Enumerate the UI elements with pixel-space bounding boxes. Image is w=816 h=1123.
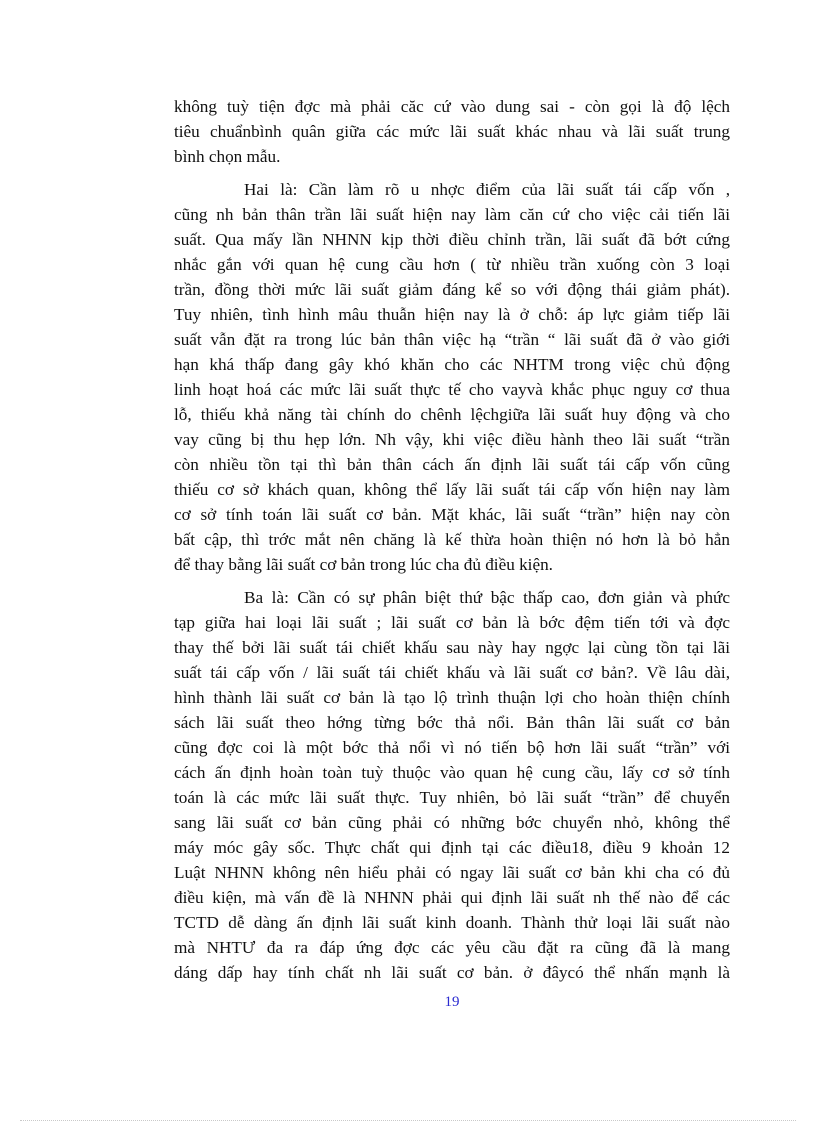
page-number: 19 (444, 994, 460, 1010)
body-text-line: không tuỳ tiện đợc mà phải căc cứ vào dung sai - còn gọi là độ lệch (174, 97, 730, 116)
body-text-line: linh hoạt hoá các mức lãi suất thực tế cho vayvà khắc phục nguy cơ thua (174, 380, 730, 399)
body-text-line: Hai là: Cần làm rõ u nhợc điểm của lãi suất tái cấp vốn , (244, 180, 730, 199)
body-text-line: Tuy nhiên, tình hình mâu thuẫn hiện nay là ở chỗ: áp lực giảm tiếp lãi (174, 305, 730, 324)
body-text-line: tiêu chuẩnbình quân giữa các mức lãi suất khác nhau và lãi suất trung (174, 122, 730, 141)
body-text-line: dáng dấp hay tính chất nh lãi suất cơ bản. ở đâycó thể nhấn mạnh là (174, 963, 730, 982)
body-text-line: cách ấn định hoàn toàn tuỳ thuộc vào quan hệ cung cầu, lấy cơ sở tính (174, 763, 730, 782)
body-text-line: còn nhiều tồn tại thì bản thân cách ấn định lãi suất tái cấp vốn cũng (174, 455, 730, 474)
body-text-line: suất vẫn đặt ra trong lúc bản thân việc hạ “trần “ lãi suất đã ở vào giới (174, 330, 730, 349)
body-text-line: Luật NHNN không nên hiểu phải có ngay lãi suất cơ bản khi cha có đủ (174, 863, 730, 882)
body-text-line: mà NHTƯ đa ra đáp ứng đợc các yêu cầu đặt ra cũng đã là mang (174, 938, 730, 957)
body-text-line: trần, đồng thời mức lãi suất giảm đáng kể so với động thái giảm phát). (174, 280, 730, 299)
body-text-line: thay thế bởi lãi suất tái chiết khấu sau này hay ngợc lại cùng tồn tại lãi (174, 638, 730, 657)
body-text-line: sang lãi suất cơ bản cũng phải có những bớc chuyển nhỏ, không thể (174, 813, 730, 832)
body-text-line: nhắc gắn với quan hệ cung cầu hơn ( từ nhiều trần xuống còn 3 loại (174, 255, 730, 274)
body-text-line: suất. Qua mấy lần NHNN kịp thời điều chỉnh trần, lãi suất đã bớt cứng (174, 230, 730, 249)
body-text-line: thiếu cơ sở khách quan, không thể lấy lãi suất tái cấp vốn hiện nay làm (174, 480, 730, 499)
body-text-line: TCTD dễ dàng ấn định lãi suất kinh doanh. Thành thử loại lãi suất nào (174, 913, 730, 932)
body-text-line: tạp giữa hai loại lãi suất ; lãi suất cơ bản là bớc đệm tiến tới và đợc (174, 613, 730, 632)
body-text-line: bình chọn mẫu. (174, 147, 281, 166)
body-text-line: suất tái cấp vốn / lãi suất tái chiết khấu và lãi suất cơ bản?. Về lâu dài, (174, 663, 730, 682)
body-text-line: lỗ, thiếu khả năng tài chính do chênh lệchgiữa lãi suất huy động và cho (174, 405, 730, 424)
body-text-line: hình thành lãi suất cơ bản là tạo lộ trình thuận lợi cho hoàn thiện chính (174, 688, 730, 707)
body-text-line: sách lãi suất theo hớng từng bớc thả nổi. Bản thân lãi suất cơ bản (174, 713, 730, 732)
body-text-line: để thay bằng lãi suất cơ bản trong lúc cha đủ điều kiện. (174, 555, 553, 574)
body-text-line: cũng đợc coi là một bớc thả nổi vì nó tiến bộ hơn lãi suất “trần” với (174, 738, 730, 757)
body-text-line: máy móc gây sốc. Thực chất qui định tại các điều18, điều 9 khoản 12 (174, 838, 730, 857)
body-text-line: cũng nh bản thân trần lãi suất hiện nay làm căn cứ cho việc cải tiến lãi (174, 205, 730, 224)
body-text-line: Ba là: Cần có sự phân biệt thứ bậc thấp cao, đơn giản và phức (244, 588, 730, 607)
body-text-line: bất cập, thì trớc mắt nên chăng là kế thừa hoàn thiện nó hơn là bỏ hẳn (174, 530, 730, 549)
body-text-line: toán là các mức lãi suất thực. Tuy nhiên, bỏ lãi suất “trần” để chuyển (174, 788, 730, 807)
body-text-line: vay cũng bị thu hẹp lớn. Nh vậy, khi việc điều hành theo lãi suất “trần (174, 430, 730, 449)
body-text-line: cơ sở tính toán lãi suất cơ bản. Mặt khác, lãi suất “trần” hiện nay còn (174, 505, 730, 524)
page-bottom-divider (20, 1120, 796, 1121)
body-text-line: điều kiện, mà vấn đề là NHNN phải qui định lãi suất nh thế nào để các (174, 888, 730, 907)
body-text-line: hạn khá thấp đang gây khó khăn cho các NHTM trong việc chủ động (174, 355, 730, 374)
